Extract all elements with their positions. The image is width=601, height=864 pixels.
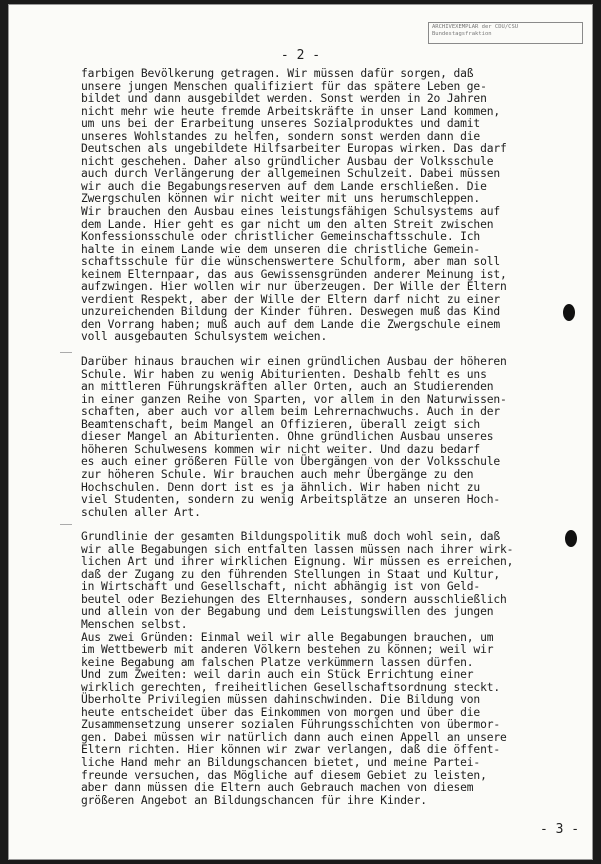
text-line: schulen aller Art. [81,505,201,519]
text-line: Menschen selbst. [81,617,188,631]
document-page [8,4,593,860]
text-line: es auch einer größeren Fülle von Übergängen von der Volksschule [81,455,501,469]
text-line: Grundlinie der gesamten Bildungspolitik muß doch wohl sein, daß [81,530,501,544]
text-line: farbigen Bevölkerung getragen. Wir müssen dafür sorgen, daß [81,67,474,80]
text-line: im Wettbewerb mit anderen Völkern bestehen zu können; weil wir [81,643,494,657]
text-line: Aus zwei Gründen: Einmal weil wir alle Begabungen brauchen, um [81,630,494,644]
text-line: schaftsschule für die wünschenswertere Schulform, aber man soll [81,255,501,269]
text-line: daß der Zugang zu den führenden Stellungen in Staat und Kultur, [81,567,501,581]
paragraph [81,68,591,344]
text-line: zur höheren Schule. Wir brauchen auch mehr Übergänge zu den [81,467,474,481]
text-line: um uns bei der Erarbeitung unseres Sozialproduktes und damit [81,117,481,131]
text-line: wir alle Begabungen sich entfalten lassen müssen nach ihrer wirk- [81,542,514,556]
punch-hole [563,304,575,321]
paragraph [81,356,591,519]
text-line: heute entscheidet über das Einkommen von morgen und über die [81,705,481,719]
text-line: keinem Elternpaar, das aus Gewissensgründen anderer Meinung ist, [81,267,507,281]
text-line: Und zum Zweiten: weil darin auch ein Stück Errichtung einer [81,668,474,682]
text-line: Hochschulen. Denn dort ist es ja ähnlich. Wir haben nicht zu [81,480,481,494]
page-number: - 2 - [280,48,321,63]
margin-mark [60,352,72,353]
text-line: Überholte Privilegien müssen dahinschwinden. Die Bildung von [81,693,481,707]
text-line: Deutschen als ungebildete Hilfsarbeiter Europas wirken. Das darf [81,142,507,156]
text-line: Wir brauchen den Ausbau eines leistungsfähigen Schulsystems auf [81,205,501,219]
text-line: unseres Wohlstandes zu helfen, sondern sonst werden dann die [81,129,481,143]
text-line: liche Hand mehr an Bildungschancen bietet, und meine Partei- [81,755,481,769]
text-line: höheren Schulwesens kommen wir nicht weiter. Und dazu bedarf [81,442,481,456]
text-line: Zusammensetzung unserer sozialen Führungsschichten von übermor- [81,718,501,732]
text-line: halte in einem Lande wie dem unseren die christliche Gemein- [81,242,481,256]
text-line: lichen Art und ihrer wirklichen Eignung. Wir müssen es erreichen, [81,555,514,569]
text-line: schaften, aber auch vor allem beim Lehrernachwuchs. Auch in der [81,405,501,419]
body-text [81,68,591,807]
text-line: und allein von der Begabung und dem Leistungswillen des jungen [81,605,494,619]
text-line: nicht mehr wie heute fremde Arbeitskräfte in unser Land kommen, [81,104,501,118]
paragraph [81,531,591,807]
text-line: den Vorrang haben; muß auch auf dem Lande die Zwergschule einem [81,317,501,331]
text-line: dieser Mangel an Abiturienten. Ohne gründlichen Ausbau unseres [81,430,494,444]
text-line: größeren Angebot an Bildungschancen für ihre Kinder. [81,793,427,807]
text-line: bildet und dann ausgebildet werden. Sonst werden in 2o Jahren [81,92,487,106]
text-line: aber dann müssen die Eltern auch Gebrauch machen von diesem [81,781,474,795]
margin-mark [60,524,72,525]
text-line: voll ausgebauten Schulsystem weichen. [81,330,328,344]
text-line: freunde versuchen, das Mögliche auf diesem Gebiet zu leisten, [81,768,487,782]
text-line: Darüber hinaus brauchen wir einen gründlichen Ausbau der höheren [81,355,507,369]
text-line: Beamtenschaft, beim Mangel an Offizieren, überall zeigt sich [81,417,481,431]
text-line: viel Studenten, sondern zu wenig Arbeitsplätze an unseren Hoch- [81,493,501,507]
text-line: wir auch die Begabungsreserven auf dem Lande erschließen. Die [81,179,487,193]
text-line: verdient Respekt, aber der Wille der Eltern darf nicht zu einer [81,292,501,306]
archive-stamp: ARCHIVEXEMPLAR der CDU/CSU Bundestagsfraktion [428,22,583,44]
text-line: Konfessionsschule oder christlicher Gemeinschaftsschule. Ich [81,230,481,244]
text-line: beutel oder Beziehungen des Elternhauses, sondern ausschließlich [81,592,507,606]
text-line: an mittleren Führungskräften aller Orten, auch an Studierenden [81,380,494,394]
punch-hole [565,530,577,547]
text-line: keine Begabung am falschen Platze verkümmern lassen dürfen. [81,655,474,669]
text-line: unzureichenden Bildung der Kinder führen. Deswegen muß das Kind [81,305,501,319]
text-line: aufzwingen. Hier wollen wir nur überzeugen. Der Wille der Eltern [81,280,507,294]
text-line: unsere jungen Menschen qualifiziert für das spätere Leben ge- [81,79,487,93]
text-line: dem Lande. Hier geht es gar nicht um den alten Streit zwischen [81,217,494,231]
text-line: auch durch Verlängerung der allgemeinen Schulzeit. Dabei müssen [81,167,501,181]
text-line: Schule. Wir haben zu wenig Abiturienten. Deshalb fehlt es uns [81,367,487,381]
text-line: Eltern richten. Hier können wir zwar verlangen, daß die öffent- [81,743,501,757]
text-line: Zwergschulen können wir nicht weiter mit uns herumschleppen. [81,192,481,206]
text-line: wirklich gerechten, freiheitlichen Gesellschaftsordnung steckt. [81,680,501,694]
text-line: nicht geschehen. Daher also gründlicher Ausbau der Volksschule [81,154,494,168]
text-line: in Wirtschaft und Gesellschaft, nicht abhängig ist von Geld- [81,580,481,594]
next-page-marker: - 3 - [540,822,580,837]
text-line: in einer ganzen Reihe von Sparten, vor allem in den Naturwissen- [81,392,507,406]
text-line: gen. Dabei müssen wir natürlich dann auch einen Appell an unsere [81,730,507,744]
